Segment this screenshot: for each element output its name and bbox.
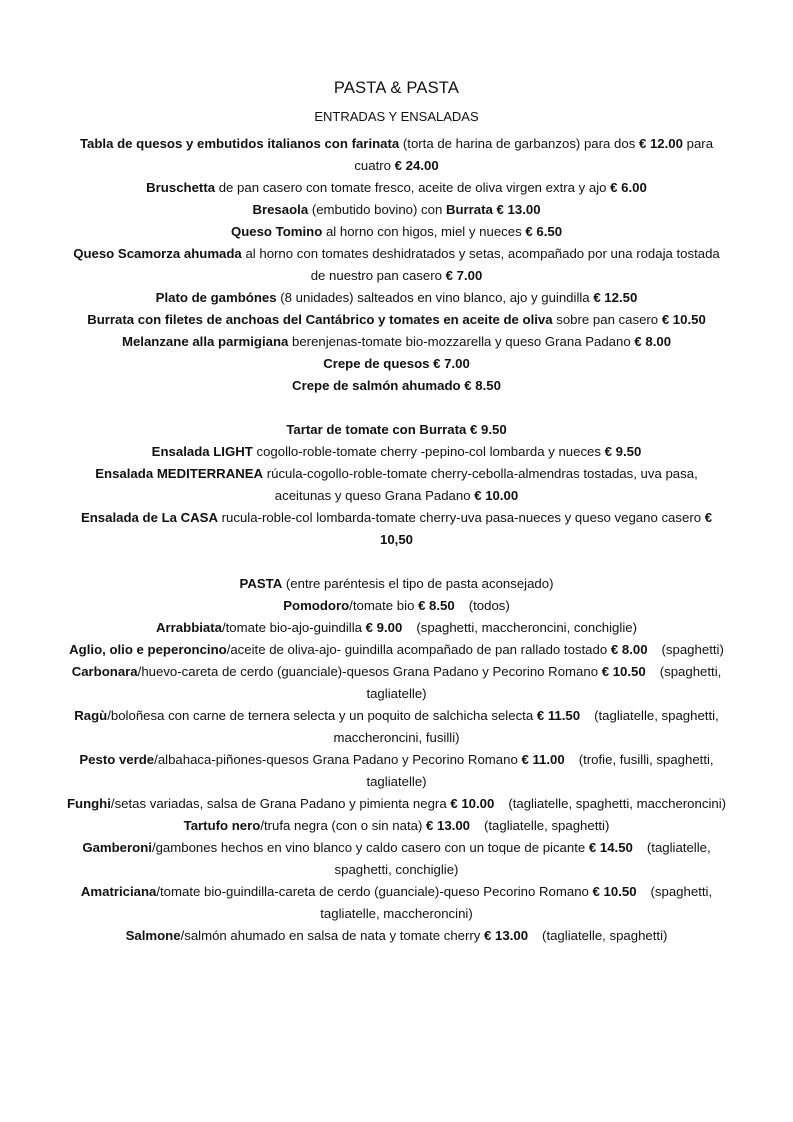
item-desc: rúcula-cogollo-roble-tomate cherry-cebolla-almendras tostadas, uva pasa, aceitunas y queso Grana Padano xyxy=(263,466,698,503)
item-name: Salmone xyxy=(125,928,181,943)
item-name: Carbonara xyxy=(71,664,138,679)
item-name: Bruschetta xyxy=(146,180,216,195)
item-price: € 14.50 xyxy=(588,840,633,855)
item-price: € 9.00 xyxy=(365,620,403,635)
item-price: € 6.50 xyxy=(525,224,563,239)
menu-item xyxy=(67,419,727,441)
item-price: € 10.00 xyxy=(474,488,519,503)
pasta-types: (tagliatelle, spaghetti, maccheroncini, fusilli) xyxy=(333,708,719,745)
item-price: € 13.00 xyxy=(492,202,541,217)
pasta-item xyxy=(67,815,727,837)
item-desc: /trufa negra (con o sin nata) xyxy=(260,818,426,833)
item-name: Gamberoni xyxy=(82,840,152,855)
item-price: € 8.00 xyxy=(634,334,672,349)
item-price-2: € 24.00 xyxy=(394,158,439,173)
item-name: Ensalada LIGHT xyxy=(151,444,253,459)
menu-item xyxy=(67,507,727,551)
item-desc: (torta de harina de garbanzos) para dos xyxy=(399,136,639,151)
item-desc: rucula-roble-col lombarda-tomate cherry-uva pasa-nueces y queso vegano casero xyxy=(217,510,705,525)
item-desc: /albahaca-piñones-quesos Grana Padano y Pecorino Romano xyxy=(154,752,522,767)
item-name: Amatriciana xyxy=(80,884,157,899)
section-title-pasta: PASTA xyxy=(239,576,283,591)
page-title: PASTA & PASTA xyxy=(333,79,460,97)
pasta-types: (trofie, fusilli, spaghetti, tagliatelle) xyxy=(366,752,714,789)
menu-item xyxy=(67,243,727,287)
item-name: Crepe de quesos € 7.00 xyxy=(323,356,470,371)
menu-item xyxy=(67,287,727,309)
pasta-item xyxy=(67,881,727,925)
item-name: Tartufo nero xyxy=(183,818,261,833)
item-name: Funghi xyxy=(66,796,111,811)
item-name: Tabla de quesos y embutidos italianos con farinata xyxy=(79,136,400,151)
item-price: € 8.50 xyxy=(418,598,455,613)
item-price: € 10,50 xyxy=(379,510,713,547)
menu-item xyxy=(67,177,727,199)
item-name: Melanzane alla parmigiana xyxy=(121,334,289,349)
item-name-2: Burrata xyxy=(445,202,493,217)
menu-item xyxy=(67,309,727,331)
item-name: Aglio, olio e peperoncino xyxy=(69,642,227,657)
pasta-item xyxy=(67,793,727,815)
menu-item xyxy=(67,441,727,463)
pasta-item xyxy=(67,705,727,749)
pasta-item xyxy=(67,639,727,661)
item-name: Pesto verde xyxy=(79,752,155,767)
pasta-section-header xyxy=(67,573,727,595)
item-desc-2: para cuatro xyxy=(354,136,714,173)
item-price: € 10.50 xyxy=(661,312,706,327)
item-price: € 11.00 xyxy=(521,752,565,767)
item-name: Queso Scamorza ahumada xyxy=(73,246,242,261)
item-desc: sobre pan casero xyxy=(552,312,662,327)
spacer xyxy=(67,551,727,573)
menu-item xyxy=(67,331,727,353)
pasta-types: (spaghetti, maccheroncini, conchiglie) xyxy=(416,620,637,635)
menu-item xyxy=(67,463,727,507)
item-price: € 7.00 xyxy=(445,268,483,283)
item-desc: /huevo-careta de cerdo (guanciale)-quesos Grana Padano y Pecorino Romano xyxy=(137,664,602,679)
item-desc: cogollo-roble-tomate cherry -pepino-col lombarda y nueces xyxy=(252,444,605,459)
item-name: Ragù xyxy=(74,708,108,723)
pasta-types: (tagliatelle, spaghetti, conchiglie) xyxy=(334,840,711,877)
item-desc: /tomate bio xyxy=(349,598,419,613)
section-note: (entre paréntesis el tipo de pasta aconsejado) xyxy=(282,576,554,591)
item-price: € 10.00 xyxy=(450,796,495,811)
item-desc: berenjenas-tomate bio-mozzarella y queso Grana Padano xyxy=(288,334,635,349)
item-desc: al horno con higos, miel y nueces xyxy=(322,224,526,239)
item-price: € 13.00 xyxy=(426,818,470,833)
item-desc: de pan casero con tomate fresco, aceite de oliva virgen extra y ajo xyxy=(215,180,611,195)
menu-item xyxy=(67,133,727,177)
item-desc: /tomate bio-ajo-guindilla xyxy=(221,620,366,635)
pasta-item xyxy=(67,925,727,947)
item-price: € 12.00 xyxy=(638,136,683,151)
menu-item xyxy=(67,221,727,243)
item-price: € 8.00 xyxy=(610,642,648,657)
pasta-types: (spaghetti, tagliatelle) xyxy=(366,664,722,701)
item-price: € 12.50 xyxy=(593,290,638,305)
pasta-item xyxy=(67,661,727,705)
item-name: Arrabbiata xyxy=(156,620,222,635)
item-name: Queso Tomino xyxy=(230,224,323,239)
menu-item xyxy=(67,199,727,221)
item-price: € 9.50 xyxy=(604,444,642,459)
item-desc: /salmón ahumado en salsa de nata y tomate cherry xyxy=(180,928,485,943)
item-name: Plato de gambónes xyxy=(155,290,277,305)
item-desc: /tomate bio-guindilla-careta de cerdo (guanciale)-queso Pecorino Romano xyxy=(156,884,593,899)
item-desc: al horno con tomates deshidratados y setas, acompañado por una rodaja tostada de nuestro pan casero xyxy=(241,246,720,283)
pasta-types: (spaghetti) xyxy=(661,642,724,657)
item-name: Ensalada de La CASA xyxy=(80,510,218,525)
pasta-item xyxy=(67,837,727,881)
pasta-item xyxy=(67,617,727,639)
pasta-types: (todos) xyxy=(468,598,510,613)
pasta-item xyxy=(67,595,727,617)
item-price: € 13.00 xyxy=(484,928,529,943)
menu-item xyxy=(67,375,727,397)
item-desc: /boloñesa con carne de ternera selecta y un poquito de salchicha selecta xyxy=(107,708,537,723)
menu-item xyxy=(67,353,727,375)
item-price: € 6.00 xyxy=(610,180,647,195)
item-price: € 10.50 xyxy=(592,884,637,899)
item-desc: /aceite de oliva-ajo- guindilla acompañado de pan rallado tostado xyxy=(226,642,611,657)
spacer xyxy=(67,397,727,419)
item-price: € 10.50 xyxy=(601,664,646,679)
pasta-types: (tagliatelle, spaghetti) xyxy=(542,928,668,943)
item-name: Tartar de tomate con Burrata € 9.50 xyxy=(286,422,507,437)
item-name: Pomodoro xyxy=(283,598,350,613)
item-desc: (8 unidades) salteados en vino blanco, ajo y guindilla xyxy=(276,290,594,305)
item-name: Ensalada MEDITERRANEA xyxy=(95,466,264,481)
item-desc: /gambones hechos en vino blanco y caldo casero con un toque de picante xyxy=(151,840,589,855)
pasta-types: (spaghetti, tagliatelle, maccheroncini) xyxy=(320,884,713,921)
item-price: € 11.50 xyxy=(536,708,581,723)
item-desc: /setas variadas, salsa de Grana Padano y pimienta negra xyxy=(110,796,451,811)
menu-body xyxy=(67,133,727,947)
item-name: Burrata con filetes de anchoas del Cantábrico y tomates en aceite de oliva xyxy=(87,312,553,327)
pasta-item xyxy=(67,749,727,793)
pasta-types: (tagliatelle, spaghetti) xyxy=(484,818,610,833)
pasta-types: (tagliatelle, spaghetti, maccheroncini) xyxy=(508,796,727,811)
section-title-entradas: ENTRADAS Y ENSALADAS xyxy=(314,109,479,124)
item-name: Crepe de salmón ahumado € 8.50 xyxy=(292,378,501,393)
item-name: Bresaola xyxy=(252,202,309,217)
item-desc: (embutido bovino) con xyxy=(308,202,446,217)
